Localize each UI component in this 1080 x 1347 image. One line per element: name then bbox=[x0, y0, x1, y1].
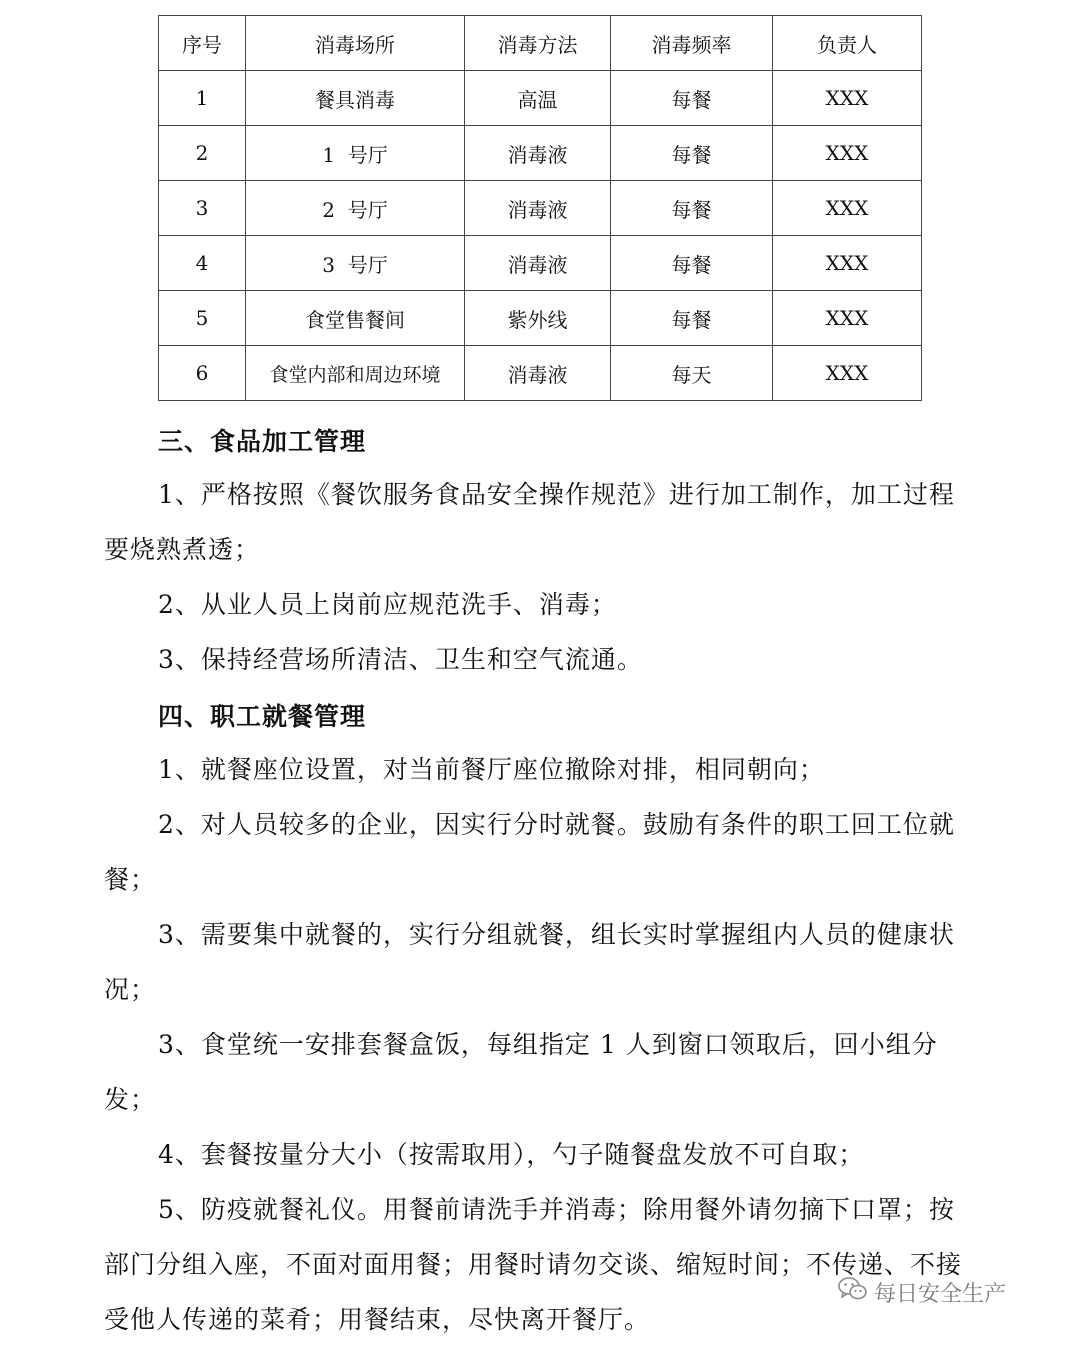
header-index: 序号 bbox=[159, 16, 246, 71]
table-row bbox=[159, 71, 922, 126]
paragraph-item: 3、保持经营场所清洁、卫生和空气流通。 bbox=[158, 645, 643, 674]
paragraph-item: 3、需要集中就餐的，实行分组就餐，组长实时掌握组内人员的健康状况； bbox=[104, 920, 955, 1004]
cell-location: 食堂售餐间 bbox=[246, 291, 465, 346]
cell-location: 餐具消毒 bbox=[246, 71, 465, 126]
disinfection-table bbox=[158, 15, 922, 401]
cell-frequency: 每餐 bbox=[611, 71, 773, 126]
table-row bbox=[159, 291, 922, 346]
table-row bbox=[159, 126, 922, 181]
table-row bbox=[159, 236, 922, 291]
section-heading-food-processing: 三、食品加工管理 bbox=[158, 427, 367, 456]
paragraph-item: 3、食堂统一安排套餐盒饭，每组指定 1 人到窗口领取后，回小组分发； bbox=[104, 1030, 938, 1114]
watermark bbox=[838, 1276, 1006, 1308]
cell-location: 2 号厅 bbox=[246, 181, 465, 236]
cell-owner: XXX bbox=[773, 346, 922, 401]
header-owner: 负责人 bbox=[773, 16, 922, 71]
paragraph-item: 1、就餐座位设置，对当前餐厅座位撤除对排，相同朝向； bbox=[158, 755, 825, 784]
paragraph-item: 2、对人员较多的企业，因实行分时就餐。鼓励有条件的职工回工位就餐； bbox=[104, 810, 955, 894]
cell-index: 5 bbox=[159, 291, 246, 346]
cell-owner: XXX bbox=[773, 236, 922, 291]
cell-owner: XXX bbox=[773, 291, 922, 346]
cell-method: 消毒液 bbox=[465, 236, 611, 291]
cell-frequency: 每餐 bbox=[611, 126, 773, 181]
cell-frequency: 每餐 bbox=[611, 291, 773, 346]
cell-index: 6 bbox=[159, 346, 246, 401]
cell-owner: XXX bbox=[773, 181, 922, 236]
paragraph-item: 4、套餐按量分大小（按需取用），勺子随餐盘发放不可自取； bbox=[158, 1140, 865, 1169]
table-row bbox=[159, 181, 922, 236]
cell-method: 高温 bbox=[465, 71, 611, 126]
section-heading-staff-dining: 四、职工就餐管理 bbox=[158, 702, 367, 731]
cell-location: 食堂内部和周边环境 bbox=[246, 346, 465, 401]
cell-method: 消毒液 bbox=[465, 126, 611, 181]
table-header-row bbox=[159, 16, 922, 71]
cell-method: 消毒液 bbox=[465, 181, 611, 236]
cell-index: 2 bbox=[159, 126, 246, 181]
paragraph-item: 5、防疫就餐礼仪。用餐前请洗手并消毒；除用餐外请勿摘下口罩；按部门分组入座，不面对面用餐；用餐时请勿交谈、缩短时间；不传递、不接受他人传递的菜肴；用餐结束，尽快离开餐厅。 bbox=[104, 1195, 963, 1334]
cell-frequency: 每天 bbox=[611, 346, 773, 401]
header-location: 消毒场所 bbox=[246, 16, 465, 71]
cell-owner: XXX bbox=[773, 126, 922, 181]
header-frequency: 消毒频率 bbox=[611, 16, 773, 71]
wechat-icon bbox=[838, 1276, 868, 1308]
cell-index: 4 bbox=[159, 236, 246, 291]
cell-location: 3 号厅 bbox=[246, 236, 465, 291]
table-row bbox=[159, 346, 922, 401]
cell-method: 紫外线 bbox=[465, 291, 611, 346]
cell-owner: XXX bbox=[773, 71, 922, 126]
cell-index: 3 bbox=[159, 181, 246, 236]
cell-frequency: 每餐 bbox=[611, 181, 773, 236]
cell-index: 1 bbox=[159, 71, 246, 126]
cell-location: 1 号厅 bbox=[246, 126, 465, 181]
paragraph-item: 2、从业人员上岗前应规范洗手、消毒； bbox=[158, 590, 617, 619]
header-method: 消毒方法 bbox=[465, 16, 611, 71]
cell-frequency: 每餐 bbox=[611, 236, 773, 291]
watermark-text: 每日安全生产 bbox=[874, 1281, 1007, 1307]
cell-method: 消毒液 bbox=[465, 346, 611, 401]
paragraph-item: 1、严格按照《餐饮服务食品安全操作规范》进行加工制作，加工过程要烧熟煮透； bbox=[104, 480, 955, 564]
